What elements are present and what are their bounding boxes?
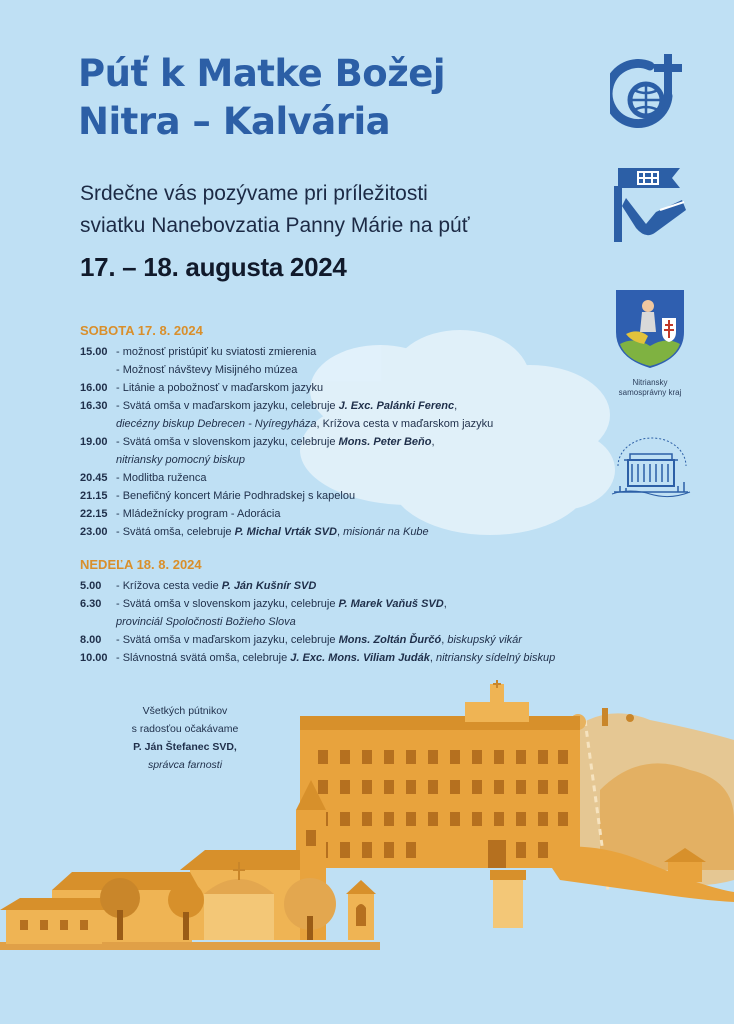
nitra-city-flag-logo [612, 166, 690, 244]
schedule-time: 16.30 [80, 400, 108, 412]
schedule-text-post: , [431, 436, 435, 448]
invite-line-2: s radosťou očakávame [131, 723, 239, 735]
schedule-time: 8.00 [80, 634, 102, 646]
schedule-text: - Krížova cesta vedie [116, 580, 222, 592]
schedule-description [116, 379, 680, 397]
sunday-schedule [80, 577, 680, 667]
celebrant-role: nitriansky pomocný biskup [116, 454, 246, 466]
celebrant-role: diecézny biskup Debrecen - Nyíregyháza [116, 418, 317, 430]
schedule-row [80, 523, 680, 541]
celebrant-name: J. Exc. Mons. Viliam Judák [290, 652, 430, 664]
schedule-time: 16.00 [80, 382, 108, 394]
schedule-description [116, 631, 680, 649]
schedule-time-empty [80, 451, 116, 469]
svd-globe-cross-logo [610, 50, 690, 134]
page-title [78, 50, 445, 146]
celebrant-name: J. Exc. Palánki Ferenc [338, 400, 455, 412]
schedule-row [80, 505, 680, 523]
schedule-description [116, 505, 680, 523]
schedule-row [80, 577, 680, 595]
schedule-text: - Svätá omša v maďarskom jazyku, celebruje [116, 634, 339, 646]
schedule-row-continuation [80, 415, 680, 433]
schedule-row [80, 343, 680, 361]
schedule-text-post: , [443, 598, 447, 610]
kalvaria-town-illustration [0, 680, 734, 1024]
schedule-description [116, 451, 680, 469]
subtitle-line-2: sviatku Nanebovzatia Panny Márie na púť [80, 214, 470, 237]
schedule-row [80, 379, 680, 397]
celebrant-name: P. Marek Vaňuš SVD [338, 598, 444, 610]
celebrant-role: biskupský vikár [447, 634, 522, 646]
schedule-time: 20.45 [80, 472, 108, 484]
schedule-description [116, 649, 680, 667]
celebrant-name: Mons. Peter Beňo [338, 436, 432, 448]
schedule-row [80, 631, 680, 649]
invite-role: správca farnosti [147, 759, 223, 771]
schedule-text-post: , Krížova cesta v maďarskom jazyku [316, 418, 494, 430]
schedule-row [80, 397, 680, 415]
schedule-description [116, 469, 680, 487]
schedule-row [80, 469, 680, 487]
schedule-text: - Benefičný koncert Márie Podhradskej s kapelou [116, 490, 356, 502]
celebrant-role: provinciál Spoločnosti Božieho Slova [116, 616, 296, 628]
schedule-description [116, 433, 680, 451]
schedule-time: 21.15 [80, 490, 108, 502]
sunday-heading: NEDEĽA 18. 8. 2024 [80, 557, 202, 572]
schedule-text-post: , [336, 526, 344, 538]
schedule-description [116, 487, 680, 505]
title-line-2: Nitra – Kalvária [78, 100, 391, 143]
invite-line-1: Všetkých pútnikov [142, 705, 228, 717]
schedule-text: - Litánie a pobožnosť v maďarskom jazyku [116, 382, 324, 394]
schedule-time: 6.30 [80, 598, 102, 610]
celebrant-role: nitriansky sídelný biskup [435, 652, 556, 664]
saturday-schedule [80, 343, 680, 541]
region-caption-line-2: samosprávny kraj [618, 388, 682, 397]
schedule-time-empty [80, 415, 116, 433]
invite-name: P. Ján Štefanec SVD, [133, 741, 237, 753]
schedule-time-empty [80, 613, 116, 631]
invitation-subtitle [80, 178, 470, 242]
celebrant-name: Mons. Zoltán Ďurčó [338, 634, 442, 646]
schedule-time: 23.00 [80, 526, 108, 538]
celebrant-role: misionár na Kube [343, 526, 429, 538]
schedule-text: - možnosť pristúpiť ku sviatosti zmierenia [116, 346, 317, 358]
schedule-description [116, 523, 680, 541]
schedule-text-post: , [454, 400, 458, 412]
schedule-row [80, 649, 680, 667]
schedule-time [80, 361, 116, 379]
schedule-row-continuation [80, 451, 680, 469]
schedule-row-continuation [80, 613, 680, 631]
schedule-text: - Svätá omša v slovenskom jazyku, celebruje [116, 598, 339, 610]
schedule-text: - Slávnostná svätá omša, celebruje [116, 652, 291, 664]
schedule-description [116, 415, 680, 433]
title-line-1: Púť k Matke Božej [78, 52, 446, 95]
subtitle-line-1: Srdečne vás pozývame pri príležitosti [80, 182, 428, 205]
schedule-text: - Modlitba ruženca [116, 472, 207, 484]
schedule-row [80, 487, 680, 505]
schedule-time: 22.15 [80, 508, 108, 520]
schedule-description [116, 361, 680, 379]
schedule-description [116, 343, 680, 361]
schedule-time: 19.00 [80, 436, 108, 448]
celebrant-name: P. Ján Kušnír SVD [221, 580, 317, 592]
schedule-text-post: , [429, 652, 436, 664]
schedule-text-post: , [441, 634, 448, 646]
schedule-row [80, 595, 680, 613]
region-caption-line-1: Nitriansky [632, 378, 668, 387]
schedule-description [116, 397, 680, 415]
schedule-text: - Mládežnícky program - Adorácia [116, 508, 281, 520]
schedule-description [116, 595, 680, 613]
schedule-time: 15.00 [80, 346, 108, 358]
schedule-text: - Svätá omša v maďarskom jazyku, celebruje [116, 400, 339, 412]
schedule-time: 10.00 [80, 652, 108, 664]
event-dates: 17. – 18. augusta 2024 [80, 252, 347, 282]
schedule-row [80, 361, 680, 379]
schedule-description [116, 577, 680, 595]
schedule-time: 5.00 [80, 580, 102, 592]
schedule-text: - Svätá omša v slovenskom jazyku, celebruje [116, 436, 339, 448]
schedule-row [80, 433, 680, 451]
schedule-description [116, 613, 680, 631]
celebrant-name: P. Michal Vrták SVD [234, 526, 337, 538]
saturday-heading: SOBOTA 17. 8. 2024 [80, 323, 203, 338]
schedule-text: - Svätá omša, celebruje [116, 526, 235, 538]
schedule-text: - Možnosť návštevy Misijného múzea [116, 364, 298, 376]
